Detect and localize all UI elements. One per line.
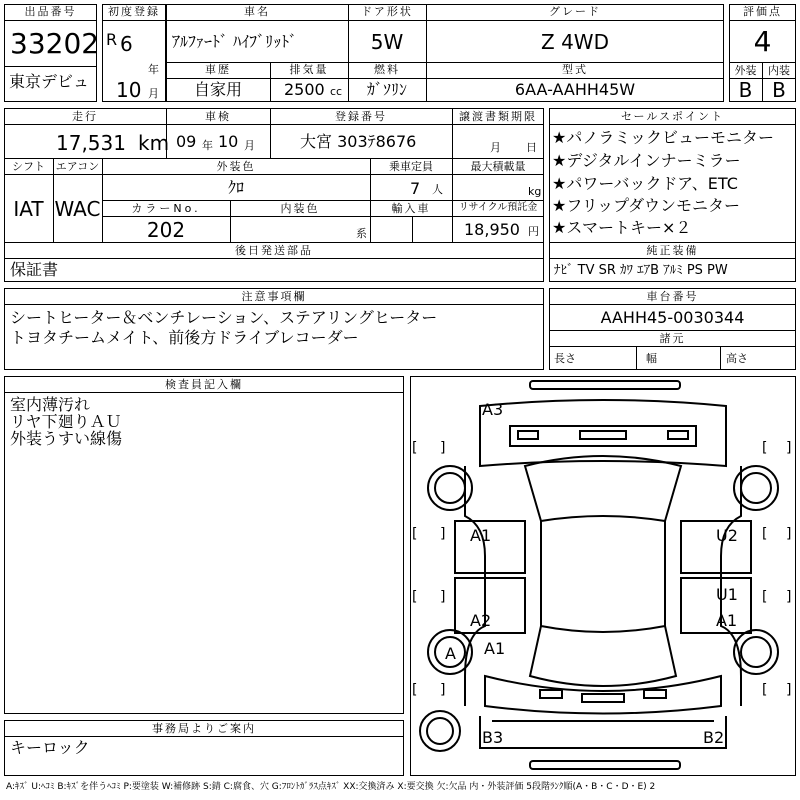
inspector-header: 検査員記入欄 — [165, 378, 243, 391]
selling-item: ★フリップダウンモニター — [552, 196, 740, 215]
history-header: 車歴 — [205, 63, 231, 76]
shift-value: IAT — [13, 197, 44, 221]
notes-line: トヨタチームメイト、前後方ドライブレコーダー — [10, 328, 359, 347]
svg-text:[: [ — [762, 589, 768, 605]
door-header: ドア形状 — [361, 5, 413, 18]
inspection-month-unit: 月 — [244, 139, 255, 152]
legend-text: A:ｷｽﾞ U:ﾍｺﾐ B:ｷｽﾞを伴うﾍｺﾐ P:要塗装 W:補修跡 S:錆 C:腐食、穴 G:ﾌﾛﾝﾄｶﾞﾗｽ点ｷｽﾞ XX:交換済み X:要交換 欠:欠品 内・外装評価 5段階ﾗﾝｸ順(A・B・C・D・E) 2 — [6, 782, 656, 792]
shift-header: シフト — [12, 160, 45, 173]
color-no-header: カラーNo. — [131, 202, 201, 215]
office-text: キーロック — [10, 738, 90, 757]
plate-header: 登録番号 — [335, 110, 387, 123]
first-reg-header: 初度登録 — [108, 5, 160, 18]
debut-label: 東京デビュ — [9, 72, 90, 91]
score-header: 評価点 — [743, 5, 782, 18]
capacity-unit: 人 — [432, 183, 443, 196]
grade-value: Z 4WD — [541, 30, 609, 54]
year-value: 6 — [120, 32, 133, 56]
era-label: R — [106, 30, 118, 49]
svg-text:]: ] — [440, 589, 446, 605]
svg-text:[: [ — [762, 682, 768, 698]
equip-value: ﾅﾋﾞ TV SR ｶﾜ ｴｱB ｱﾙﾐ PS PW — [554, 263, 728, 278]
mileage-unit: km — [138, 131, 170, 155]
loading-header: 最大積載量 — [470, 160, 526, 173]
int-color-unit: 系 — [356, 227, 367, 240]
svg-text:]: ] — [786, 526, 792, 542]
equip-header: 純正装備 — [646, 244, 699, 257]
recycle-value: 18,950 — [464, 220, 520, 239]
delivery-value: 保証書 — [10, 260, 59, 279]
damage-mark-a1-left: A1 — [470, 526, 492, 545]
capacity-value: 7 — [410, 179, 421, 198]
inspection-header: 車検 — [205, 110, 231, 123]
damage-mark-a-wheel: A — [445, 644, 456, 663]
height-label: 高さ — [726, 352, 748, 365]
office-header: 事務局よりご案内 — [152, 722, 256, 735]
damage-mark-u2-right: U2 — [716, 526, 738, 545]
plate-value: 大宮 303ﾃ8676 — [300, 132, 417, 151]
ac-header: エアコン — [55, 160, 100, 173]
capacity-header: 乗車定員 — [389, 160, 433, 173]
notes-line: シートヒーター＆ベンチレーション、ステアリングヒーター — [10, 308, 438, 327]
recycle-header: リサイクル預託金 — [458, 202, 538, 213]
transfer-day-unit: 日 — [526, 141, 537, 154]
selling-item: ★パノラミックビューモニター — [552, 128, 775, 147]
lot-number: 33202 — [10, 27, 100, 60]
inspection-year: 09 — [176, 132, 197, 151]
inspection-year-unit: 年 — [202, 139, 213, 152]
svg-text:[: [ — [762, 526, 768, 542]
svg-text:]: ] — [440, 526, 446, 542]
inspector-line: リヤ下廻りＡＵ — [10, 412, 122, 431]
fuel-value: ｶﾞｿﾘﾝ — [366, 80, 407, 99]
chassis-number: AAHH45-0030344 — [600, 308, 745, 327]
displacement-value: 2500 — [284, 80, 325, 99]
width-label: 幅 — [646, 352, 657, 365]
svg-text:]: ] — [440, 682, 446, 698]
damage-mark-a3: A3 — [482, 400, 504, 419]
length-label: 長さ — [554, 352, 576, 365]
selling-header: セールスポイント — [620, 110, 724, 123]
inspection-month: 10 — [218, 132, 239, 151]
month-value: 10 — [116, 78, 142, 102]
selling-item: ★デジタルインナーミラー — [552, 151, 741, 170]
displacement-header: 排気量 — [289, 63, 329, 76]
spec-header: 諸元 — [659, 332, 686, 345]
inspector-line: 外装うすい線傷 — [10, 429, 123, 448]
door-value: 5W — [370, 30, 404, 54]
damage-mark-b3: B3 — [482, 728, 504, 747]
transfer-month-unit: 月 — [490, 141, 501, 154]
model-value: 6AA-AAHH45W — [514, 80, 636, 99]
svg-text:[: [ — [412, 682, 418, 698]
ext-grade: B — [738, 78, 753, 102]
inspector-line: 室内薄汚れ — [10, 395, 91, 414]
ext-header: 外装 — [734, 64, 757, 77]
svg-text:[: [ — [762, 440, 768, 456]
svg-text:[: [ — [412, 440, 418, 456]
car-name-header: 車名 — [244, 5, 270, 18]
selling-item: ★スマートキー×２ — [552, 218, 692, 237]
transfer-header: 譲渡書類期限 — [459, 110, 537, 123]
svg-text:]: ] — [786, 589, 792, 605]
displacement-unit: cc — [330, 85, 343, 98]
fuel-header: 燃料 — [374, 63, 400, 76]
ext-color-value: ｸﾛ — [227, 178, 244, 197]
damage-mark-a1-low: A1 — [484, 639, 506, 658]
int-grade: B — [772, 78, 786, 102]
car-name: ｱﾙﾌｧｰﾄﾞ ﾊｲﾌﾞﾘｯﾄﾞ — [172, 32, 298, 51]
svg-text:]: ] — [786, 440, 792, 456]
month-unit: 月 — [148, 87, 159, 100]
car-diagram — [410, 376, 796, 776]
delivery-header: 後日発送部品 — [235, 244, 313, 257]
ac-value: WAC — [54, 197, 101, 221]
score-value: 4 — [753, 25, 772, 58]
mileage-value: 17,531 — [56, 131, 126, 155]
chassis-header: 車台番号 — [646, 290, 699, 303]
damage-mark-a1-right: A1 — [716, 611, 738, 630]
mileage-header: 走行 — [72, 110, 98, 123]
damage-mark-u1-right: U1 — [716, 585, 738, 604]
svg-text:]: ] — [786, 682, 792, 698]
svg-text:[: [ — [412, 526, 418, 542]
damage-mark-a2-left: A2 — [470, 611, 492, 630]
recycle-unit: 円 — [528, 225, 539, 238]
loading-unit: kg — [528, 185, 542, 198]
import-header: 輸入車 — [391, 202, 431, 215]
ext-color-header: 外装色 — [216, 160, 256, 173]
damage-mark-b2: B2 — [703, 728, 725, 747]
svg-text:[: [ — [412, 589, 418, 605]
history-value: 自家用 — [193, 80, 242, 99]
model-header: 型式 — [562, 63, 588, 76]
year-unit: 年 — [148, 63, 159, 76]
grade-header: グレード — [549, 5, 601, 18]
color-no-value: 202 — [146, 218, 186, 242]
lot-header: 出品番号 — [24, 5, 77, 18]
notes-header: 注意事項欄 — [241, 290, 307, 303]
int-header: 内装 — [768, 64, 790, 77]
int-color-header: 内装色 — [280, 202, 320, 215]
svg-text:]: ] — [440, 440, 446, 456]
selling-item: ★パワーバックドア、ETC — [552, 174, 738, 193]
